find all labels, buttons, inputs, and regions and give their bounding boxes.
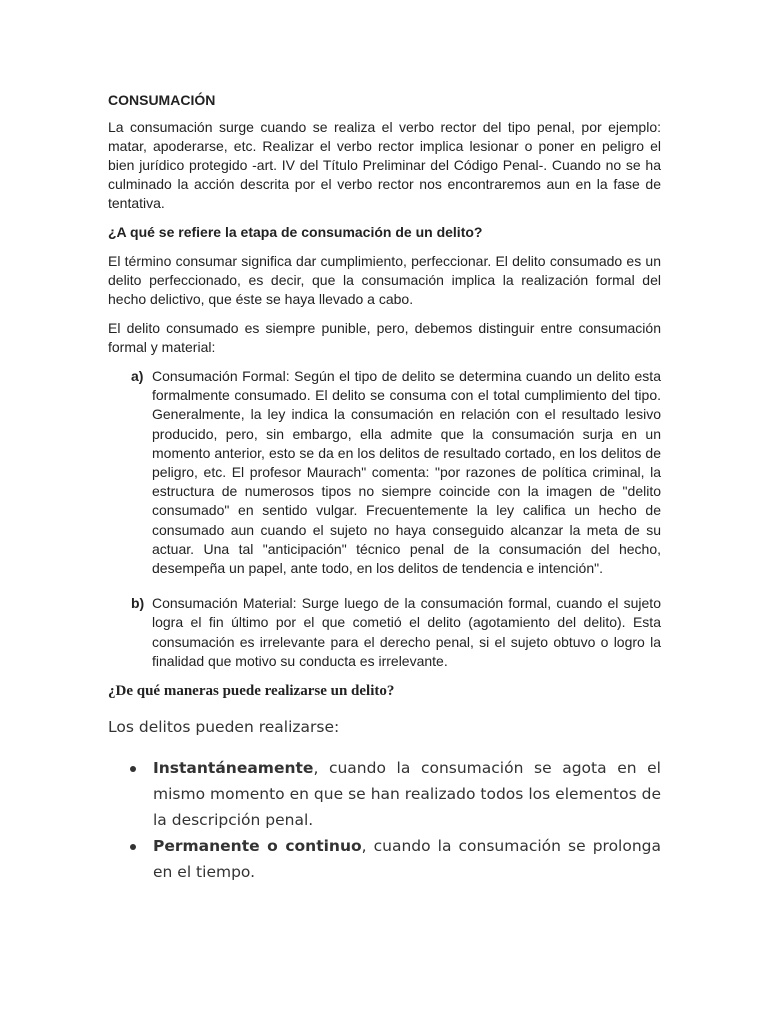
question-heading-maneras: ¿De qué maneras puede realizarse un delito?	[108, 683, 395, 700]
list-item-formal	[131, 367, 661, 578]
document-page	[108, 91, 661, 885]
consumacion-types-list	[131, 367, 661, 671]
term-description: , cuando la consumación se agota en el mismo momento en que se han realizado todos los elementos de la descripción penal.	[153, 759, 661, 830]
list-marker: a)	[131, 368, 144, 384]
list-marker: b)	[131, 595, 145, 612]
intro-paragraph: La consumación surge cuando se realiza el verbo rector del tipo penal, por ejemplo: matar, apoderarse, etc. Realizar el verbo rector implica lesionar o poner en peligro el bien jurídico protegido -art. IV del Título Preliminar del Código Penal-. Cuando no se ha culminado la acción descrita por el verbo rector nos encontraremos aun en la fase de tentativa.	[108, 119, 661, 211]
bold-term: Instantáneamente	[153, 759, 314, 778]
list-item-text: Consumación Material: Surge luego de la consumación formal, cuando el sujeto logra el fin último por el que cometió el delito (agotamiento del delito). Esta consumación es irrelevante para el derecho penal, si el sujeto obtuvo o logro la finalidad que motivo su conducta es irrelevante.	[152, 595, 661, 669]
list-item-text: Consumación Formal: Según el tipo de delito se determina cuando un delito esta formalmente consumado. El delito se consuma con el total cumplimiento del tipo. Generalmente, la ley indica la consumación en relación con el resultado lesivo producido, pero, sin embargo, ella admite que la consumación surja en un momento anterior, esto se da en los delitos de resultado cortado, en los delitos de peligro, etc. El profesor Maurach" comenta: "por razones de política criminal, la estructura de numerosos tipos no siempre coincide con la imagen de "delito consumado" en sentido vulgar. Frecuentemente la ley califica un hecho de consumado aun cuando el sujeto no haya conseguido alcanzar la meta de su actuar. Una tal "anticipación" técnico penal de la consumación del hecho, desempeña un papel, ante todo, en los delitos de tendencia e intención".	[152, 368, 661, 577]
modalities-list	[108, 755, 661, 885]
bullet-icon	[130, 755, 153, 833]
term-description: , cuando la consumación se prolonga en el tiempo.	[153, 837, 661, 882]
list-item-text	[153, 833, 661, 885]
list-item-material	[131, 594, 661, 671]
bullet-icon	[130, 833, 153, 885]
list-item-permanente	[108, 833, 661, 885]
definition-paragraph: El término consumar significa dar cumplimiento, perfeccionar. El delito consumado es un delito perfeccionado, es decir, que la consumación implica la realización formal del hecho delictivo, que éste se haya llevado a cabo.	[108, 253, 661, 307]
list-item-instantaneo	[108, 755, 661, 833]
lead-paragraph: Los delitos pueden realizarse:	[108, 718, 340, 737]
question-heading-consumacion: ¿A qué se refiere la etapa de consumación de un delito?	[108, 224, 483, 240]
distinction-paragraph: El delito consumado es siempre punible, pero, debemos distinguir entre consumación formal y material:	[108, 320, 661, 355]
section-title: CONSUMACIÓN	[108, 92, 216, 108]
bold-term: Permanente o continuo	[153, 837, 362, 856]
list-item-text	[153, 755, 661, 833]
